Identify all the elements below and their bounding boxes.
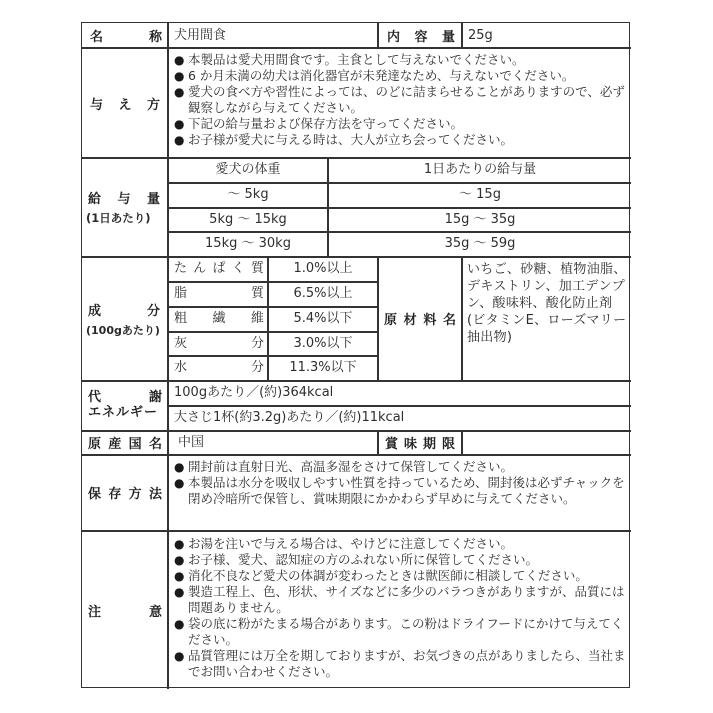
- nutrient-char: 分: [250, 335, 264, 351]
- nutrient-name-moisture: [174, 356, 264, 380]
- storage-item: ● 開封前は直射日光、高温多湿をさけて保管してください。: [174, 459, 626, 475]
- composition-label-char: 成: [88, 303, 102, 319]
- feeding-weight: 15kg 〜 30kg: [205, 236, 291, 251]
- usage-item: ● 愛犬の食べ方や習性によっては、のどに詰まらせることがありますので、必ず観察しながら与えてください。: [174, 84, 626, 116]
- usage-list: [174, 52, 626, 156]
- feeding-amount: 35g 〜 59g: [444, 236, 516, 251]
- feeding-label-char: 給: [88, 192, 102, 207]
- ingredients-label-char: 名: [442, 313, 456, 328]
- nutrient-char: ぱ: [212, 261, 226, 276]
- origin-label: [82, 431, 168, 454]
- ingredients-label: [379, 257, 461, 380]
- caution-label: [82, 531, 168, 689]
- usage-item: ● 本製品は愛犬用間食です。主食として与えないでください。: [174, 52, 626, 68]
- product-name: 犬用間食: [174, 27, 227, 43]
- feeding-weight: 5kg 〜 15kg: [209, 211, 287, 227]
- energy-per-spoon: 大さじ1杯(約3.2g)あたり／(約)11kcal: [174, 410, 405, 425]
- composition-label-main: [86, 300, 162, 319]
- content-label-char: 容: [414, 30, 428, 45]
- caution-label-char: 注: [88, 604, 102, 620]
- ingredients-label-char: 料: [423, 313, 437, 328]
- expiry-label-char: 味: [403, 437, 417, 452]
- content-value: 25g: [468, 27, 493, 43]
- feeding-label-main: [86, 188, 162, 207]
- pet-food-label-table: [81, 22, 630, 688]
- nutrient-name-ash: [174, 332, 264, 355]
- energy-label-char: 謝: [148, 390, 162, 405]
- nutrient-value: 1.0%以上: [293, 261, 353, 276]
- nutrient-char: 質: [250, 286, 264, 301]
- origin-label-char: 原: [88, 437, 102, 452]
- expiry-label: [379, 431, 461, 454]
- nutrient-char: 粗: [174, 311, 188, 326]
- usage-item: ● 6 か月未満の幼犬は消化器官が未発達なため、与えないでください。: [174, 68, 626, 84]
- nutrient-char: 繊: [212, 311, 226, 326]
- feeding-amount: 15g 〜 35g: [444, 211, 516, 227]
- ingredients-list: いちご、砂糖、植物油脂、デキストリン、加工デンプン、酸味料、酸化防止剤(ビタミンE、ローズマリー抽出物): [467, 262, 627, 345]
- storage-label-char: 保: [88, 487, 102, 502]
- feeding-weight: 〜 5kg: [227, 187, 269, 202]
- name-label-char: 称: [148, 30, 162, 45]
- nutrient-name-fat: [174, 282, 264, 306]
- expiry-label-char: 賞: [385, 437, 399, 452]
- usage-label: [82, 48, 168, 158]
- nutrient-char: た: [174, 261, 188, 276]
- feeding-label-char: 与: [117, 192, 131, 207]
- ingredients-label-char: 材: [403, 313, 417, 328]
- nutrient-value: 11.3%以下: [289, 360, 357, 375]
- caution-item: ● お湯を注いで与える場合は、やけどに注意してください。: [174, 536, 626, 552]
- storage-label-char: 法: [148, 487, 162, 502]
- nutrient-value: 5.4%以下: [293, 311, 353, 326]
- energy-per-100g: 100gあたり／(約)364kcal: [174, 385, 334, 400]
- usage-label-char: え: [118, 97, 132, 113]
- usage-item: ● お子様が愛犬に与える時は、大人が立ち会ってください。: [174, 132, 626, 148]
- nutrient-char: 水: [174, 360, 188, 375]
- origin-label-char: 国: [128, 437, 142, 452]
- storage-list: [174, 459, 626, 529]
- caution-item: ● 袋の底に粉がたまる場合があります。この粉はドライフードにかけて与えてください。: [174, 616, 626, 648]
- content-label: [379, 23, 461, 48]
- energy-label-top: [88, 390, 162, 405]
- feeding-label: [82, 158, 168, 256]
- nutrient-char: 灰: [174, 335, 188, 351]
- caution-label-char: 意: [148, 604, 162, 620]
- nutrient-char: 分: [250, 360, 264, 375]
- usage-label-char: 方: [146, 97, 160, 113]
- expiry-label-char: 期: [422, 437, 436, 452]
- expiry-label-char: 限: [441, 437, 455, 452]
- nutrient-char: 維: [250, 311, 264, 326]
- divider: [461, 23, 463, 48]
- energy-label: [82, 381, 168, 430]
- feeding-header-amount: 1日あたりの給与量: [423, 162, 537, 177]
- caution-item: ● 品質管理には万全を期しておりますが、お気づきの点がありましたら、当社までお問い合わせください。: [174, 648, 626, 680]
- nutrient-char: ん: [193, 261, 207, 276]
- nutrient-char: 脂: [174, 286, 188, 301]
- nutrient-char: 質: [250, 261, 264, 276]
- caution-list: [174, 536, 626, 686]
- feeding-label-char: 量: [146, 192, 160, 207]
- ingredients-label-char: 原: [384, 313, 398, 328]
- origin-value: 中国: [178, 434, 205, 450]
- origin-label-char: 産: [108, 437, 122, 452]
- divider: [461, 430, 463, 455]
- caution-item: ● 製造工程上、色、形状、サイズなどに多少のバラつきがありますが、品質には問題ありません。: [174, 584, 626, 616]
- composition-sublabel: (100gあたり): [86, 323, 160, 337]
- energy-label-bottom: エネルギー: [88, 405, 159, 420]
- content-label-char: 量: [441, 30, 455, 45]
- nutrient-name-fiber: [174, 307, 264, 331]
- origin-label-char: 名: [148, 437, 162, 452]
- caution-item: ● 消化不良など愛犬の体調が変わったときは獣医師に相談してください。: [174, 568, 626, 584]
- expiry-value: [468, 431, 628, 454]
- nutrient-name-protein: [174, 257, 264, 281]
- feeding-amount: 〜 15g: [459, 187, 501, 202]
- usage-item: ● 下記の給与量および保存方法を守ってください。: [174, 116, 626, 132]
- storage-label-char: 存: [108, 487, 122, 502]
- composition-label: [82, 257, 168, 380]
- name-label: [82, 23, 168, 48]
- nutrient-char: く: [231, 261, 245, 276]
- storage-label: [82, 455, 168, 530]
- nutrient-value: 3.0%以下: [293, 335, 353, 351]
- feeding-header-weight: 愛犬の体重: [215, 162, 281, 177]
- divider: [461, 256, 463, 381]
- name-label-char: 名: [90, 30, 104, 45]
- content-label-char: 内: [387, 30, 401, 45]
- composition-label-char: 分: [146, 303, 160, 319]
- caution-item: ● お子様、愛犬、認知症の方のふれない所に保管してください。: [174, 552, 626, 568]
- nutrient-value: 6.5%以上: [293, 286, 353, 301]
- energy-label-char: 代: [88, 390, 102, 405]
- usage-label-char: 与: [90, 97, 104, 113]
- feeding-sublabel: (1日あたり): [86, 211, 151, 225]
- storage-label-char: 方: [128, 487, 142, 502]
- storage-item: ● 本製品は水分を吸収しやすい性質を持っているため、開封後は必ずチャックを閉め冷暗所で保管し、賞味期限にかかわらず早めに与えてください。: [174, 475, 626, 507]
